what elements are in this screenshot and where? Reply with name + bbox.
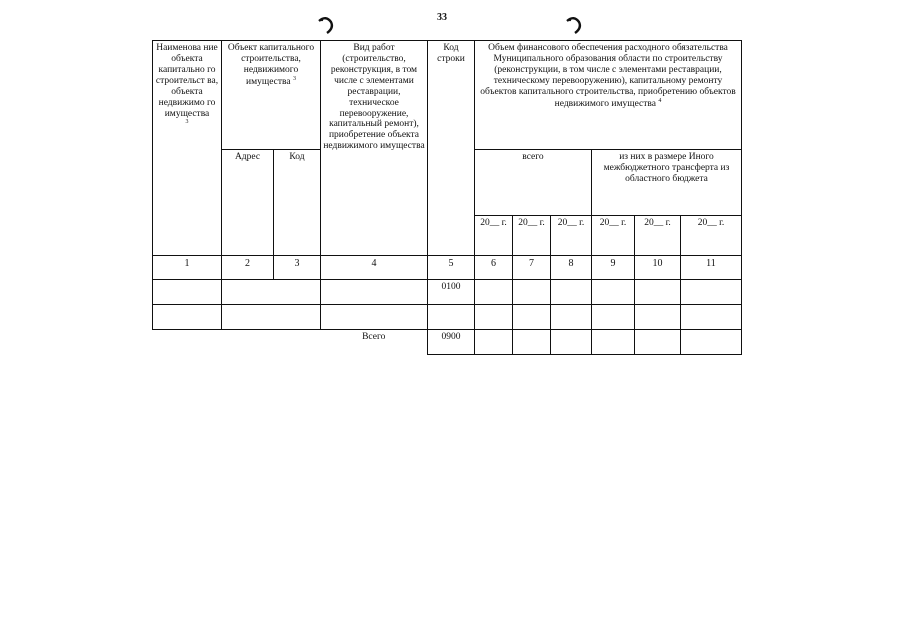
cell-amount[interactable] [681,305,742,330]
header-line-code: Код строки [428,41,475,256]
column-number: 7 [513,256,551,280]
cell-object-name[interactable] [153,305,222,330]
cell-amount[interactable] [551,305,592,330]
cell-amount[interactable] [513,305,551,330]
header-work-type: Вид работ (строительство, реконструкция, в том числе с элементами реставрации, техническое перевооружение, капитальный ремонт), приобретение объекта недвижимого имущества [321,41,428,256]
header-year: 20__ г. [551,216,592,256]
column-number: 9 [592,256,635,280]
header-year: 20__ г. [681,216,742,256]
header-year: 20__ г. [635,216,681,256]
cell-total-amount[interactable] [513,330,551,355]
cell-amount[interactable] [551,280,592,305]
table-row [153,280,742,305]
financing-form-table [152,40,742,355]
column-number: 2 [222,256,274,280]
total-row [153,330,742,355]
header-total: всего [475,150,592,216]
column-number: 11 [681,256,742,280]
cell-total-amount[interactable] [592,330,635,355]
cell-amount[interactable] [635,280,681,305]
cell-amount[interactable] [635,305,681,330]
cell-total-amount[interactable] [475,330,513,355]
table-row [153,305,742,330]
cell-work-type[interactable] [321,305,428,330]
cell-amount[interactable] [592,305,635,330]
column-number: 3 [274,256,321,280]
header-year: 20__ г. [592,216,635,256]
total-label: Всего [321,330,428,355]
cell-amount[interactable] [592,280,635,305]
column-number: 1 [153,256,222,280]
fold-mark-icon [316,14,338,36]
column-number: 10 [635,256,681,280]
cell-amount[interactable] [513,280,551,305]
header-year: 20__ г. [475,216,513,256]
total-line-code: 0900 [428,330,475,355]
cell-line-code [428,305,475,330]
cell-line-code: 0100 [428,280,475,305]
column-number: 6 [475,256,513,280]
cell-total-amount[interactable] [681,330,742,355]
cell-work-type[interactable] [321,280,428,305]
cell-amount[interactable] [681,280,742,305]
header-financing-volume: Объем финансового обеспечения расходного обязательства Муниципального образования области по строительству (реконструкции, в том числе с элементами реставрации, техническому перевооружению), капитальному ремонту объектов капитального строительства, приобретению объектов недвижимого имущества $^4$ [475,41,742,150]
fold-mark-icon [564,14,586,36]
column-number: 5 [428,256,475,280]
cell-total-amount[interactable] [635,330,681,355]
cell-object-name[interactable] [153,280,222,305]
cell-amount[interactable] [475,280,513,305]
page-number: 33 [437,12,447,23]
header-object-name: Наименова ние объекта капитально го строительст ва, объекта недвижимо го имущества $^3$ [153,41,222,256]
cell-object[interactable] [222,305,321,330]
cell-total-amount[interactable] [551,330,592,355]
header-object-code: Код [274,150,321,256]
column-number: 8 [551,256,592,280]
header-capital-object: Объект капитального строительства, недвижимого имущества $^3$ [222,41,321,150]
cell-object[interactable] [222,280,321,305]
cell-amount[interactable] [475,305,513,330]
header-year: 20__ г. [513,216,551,256]
header-transfer: из них в размере Иного межбюджетного трансферта из областного бюджета [592,150,742,216]
header-address: Адрес [222,150,274,256]
column-number: 4 [321,256,428,280]
